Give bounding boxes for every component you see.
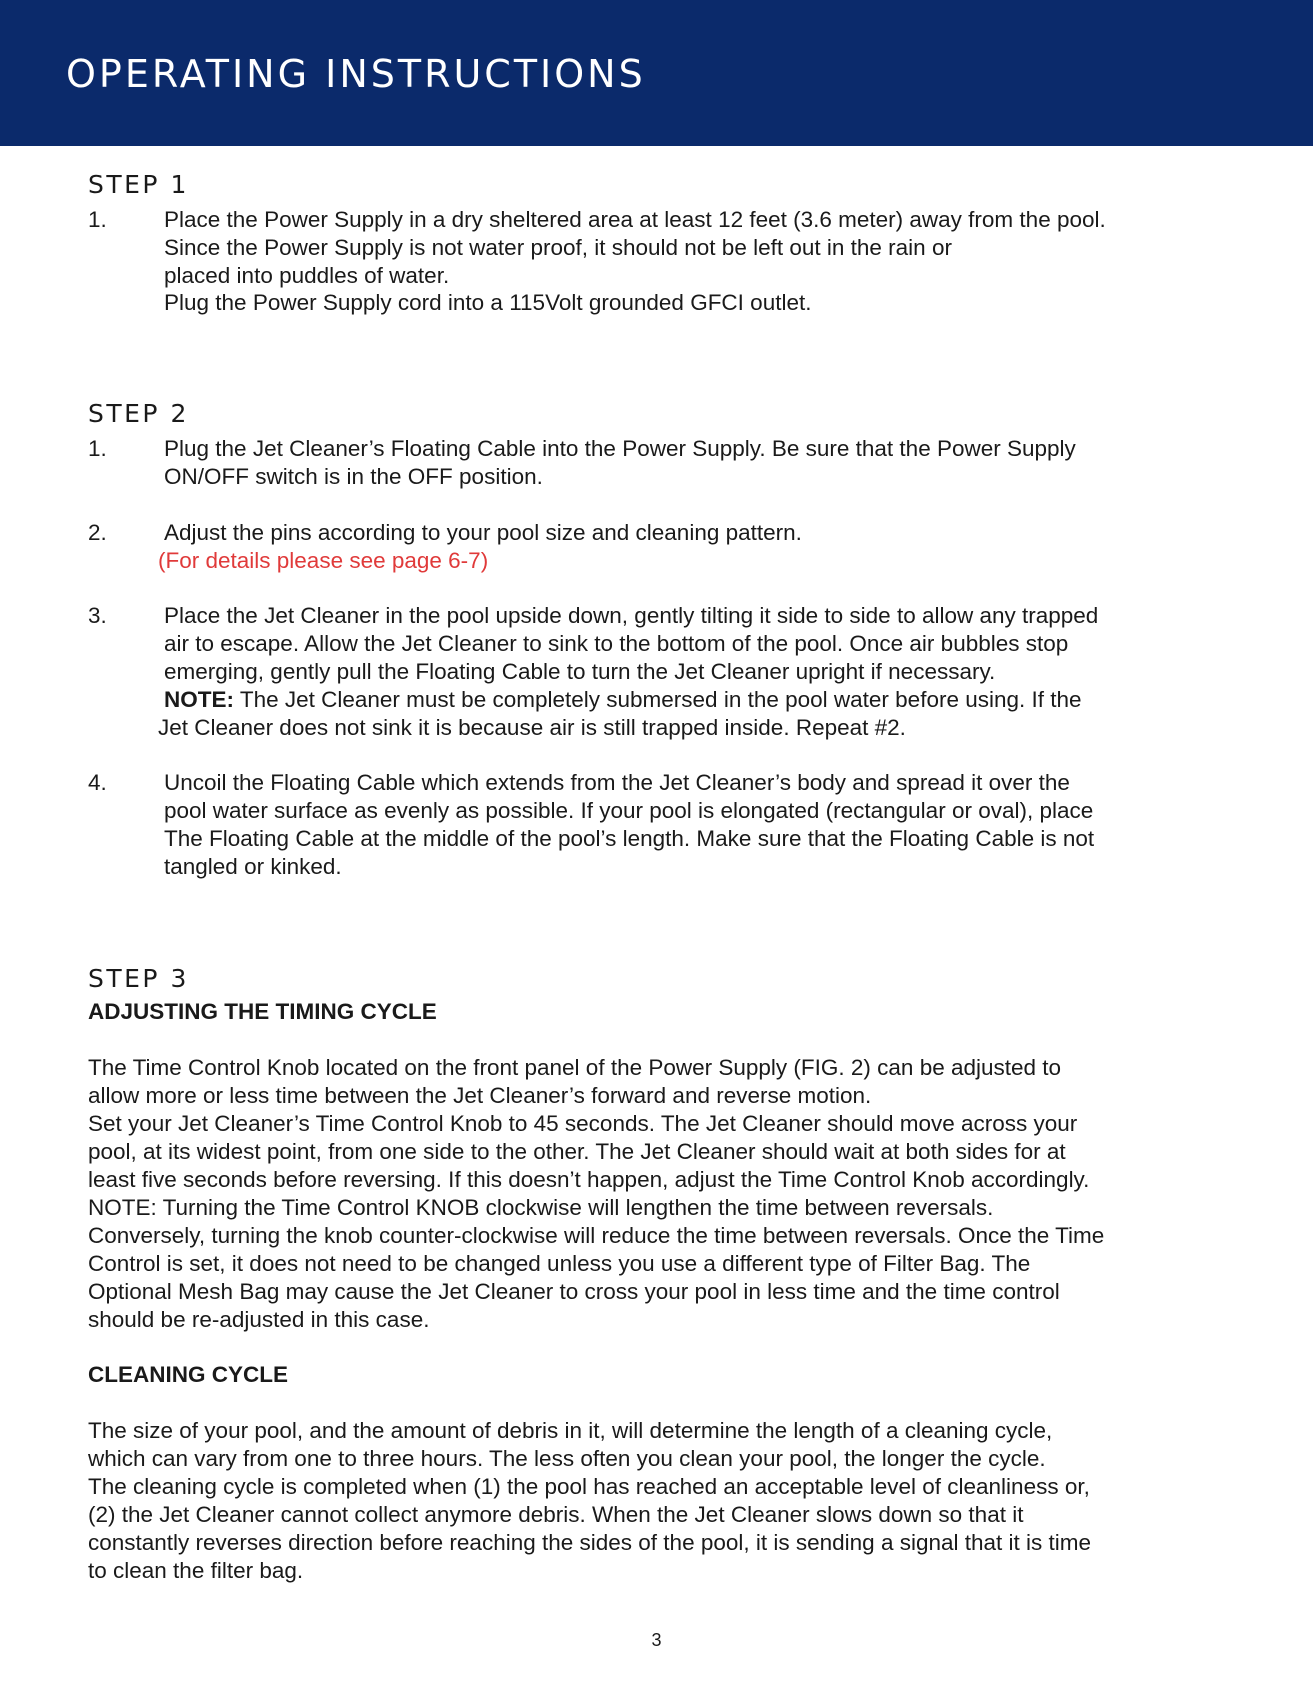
step2-item2-number: 2. <box>88 520 107 545</box>
timing-paragraph-line: pool, at its widest point, from one side to the other. The Jet Cleaner should wait at both sides for at <box>88 1139 1066 1164</box>
step3-heading: STEP 3 <box>88 964 189 993</box>
cleaning-paragraph-line: The size of your pool, and the amount of debris in it, will determine the length of a cleaning cycle, <box>88 1418 1053 1443</box>
step1-heading: STEP 1 <box>88 170 189 199</box>
timing-paragraph-line: Optional Mesh Bag may cause the Jet Cleaner to cross your pool in less time and the time control <box>88 1279 1060 1304</box>
note-text: The Jet Cleaner must be completely submersed in the pool water before using. If the <box>234 687 1082 712</box>
note-label: NOTE: <box>164 687 234 712</box>
step2-item3-line: air to escape. Allow the Jet Cleaner to sink to the bottom of the pool. Once air bubbles stop <box>164 631 1069 656</box>
step2-heading: STEP 2 <box>88 399 189 428</box>
header-banner <box>0 0 1313 146</box>
step1-item1-line: Place the Power Supply in a dry sheltered area at least 12 feet (3.6 meter) away from the pool. <box>164 207 1106 232</box>
cleaning-paragraph-line: to clean the filter bag. <box>88 1558 304 1583</box>
cleaning-paragraph-line: which can vary from one to three hours. The less often you clean your pool, the longer the cycle. <box>88 1446 1046 1471</box>
step2-item4-line: pool water surface as evenly as possible. If your pool is elongated (rectangular or oval), place <box>164 798 1094 823</box>
cleaning-paragraph-line: The cleaning cycle is completed when (1) the pool has reached an acceptable level of cleanliness or, <box>88 1474 1090 1499</box>
page-number: 3 <box>651 1630 662 1650</box>
timing-paragraph-line: should be re-adjusted in this case. <box>88 1307 430 1332</box>
timing-cycle-title: ADJUSTING THE TIMING CYCLE <box>88 999 437 1024</box>
step2-item3-number: 3. <box>88 603 107 628</box>
step2-item4-number: 4. <box>88 770 107 795</box>
cleaning-paragraph-line: constantly reverses direction before reaching the sides of the pool, it is sending a signal that it is time <box>88 1530 1092 1555</box>
timing-paragraph-line: Control is set, it does not need to be changed unless you use a different type of Filter Bag. The <box>88 1251 1031 1276</box>
step1-item1-number: 1. <box>88 207 107 232</box>
timing-paragraph-line: least five seconds before reversing. If this doesn’t happen, adjust the Time Control Knob accordingly. <box>88 1167 1090 1192</box>
step2-item4-line: The Floating Cable at the middle of the pool’s length. Make sure that the Floating Cable is not <box>164 826 1095 851</box>
step2-item3-line: emerging, gently pull the Floating Cable to turn the Jet Cleaner upright if necessary. <box>164 659 996 684</box>
page-title: OPERATING INSTRUCTIONS <box>66 52 646 96</box>
step1-item1-line: Plug the Power Supply cord into a 115Volt grounded GFCI outlet. <box>164 290 812 315</box>
step1-item1-line: Since the Power Supply is not water proof, it should not be left out in the rain or <box>164 235 952 260</box>
timing-paragraph-line: The Time Control Knob located on the front panel of the Power Supply (FIG. 2) can be adjusted to <box>88 1055 1062 1080</box>
cleaning-paragraph-line: (2) the Jet Cleaner cannot collect anymore debris. When the Jet Cleaner slows down so that it <box>88 1502 1024 1527</box>
step2-item4-line: tangled or kinked. <box>164 854 342 879</box>
step2-item3-line: Place the Jet Cleaner in the pool upside down, gently tilting it side to side to allow any trapped <box>164 603 1099 628</box>
timing-paragraph-line: NOTE: Turning the Time Control KNOB clockwise will lengthen the time between reversals. <box>88 1195 994 1220</box>
step2-item2-line: Adjust the pins according to your pool size and cleaning pattern. <box>164 520 802 545</box>
step2-item4-line: Uncoil the Floating Cable which extends from the Jet Cleaner’s body and spread it over the <box>164 770 1070 795</box>
step2-item3-note <box>164 686 1082 714</box>
step2-item1-line: ON/OFF switch is in the OFF position. <box>164 464 543 489</box>
cleaning-cycle-title: CLEANING CYCLE <box>88 1362 289 1387</box>
step2-item3-line: Jet Cleaner does not sink it is because air is still trapped inside. Repeat #2. <box>158 715 906 740</box>
timing-paragraph-line: Conversely, turning the knob counter-clockwise will reduce the time between reversals. Once the Time <box>88 1223 1105 1248</box>
step1-item1-line: placed into puddles of water. <box>164 263 450 288</box>
timing-paragraph-line: Set your Jet Cleaner’s Time Control Knob to 45 seconds. The Jet Cleaner should move across your <box>88 1111 1078 1136</box>
step2-item1-number: 1. <box>88 436 107 461</box>
step2-item1-line: Plug the Jet Cleaner’s Floating Cable into the Power Supply. Be sure that the Power Supply <box>164 436 1076 461</box>
page-reference-note: (For details please see page 6-7) <box>158 548 489 573</box>
timing-paragraph-line: allow more or less time between the Jet Cleaner’s forward and reverse motion. <box>88 1083 872 1108</box>
